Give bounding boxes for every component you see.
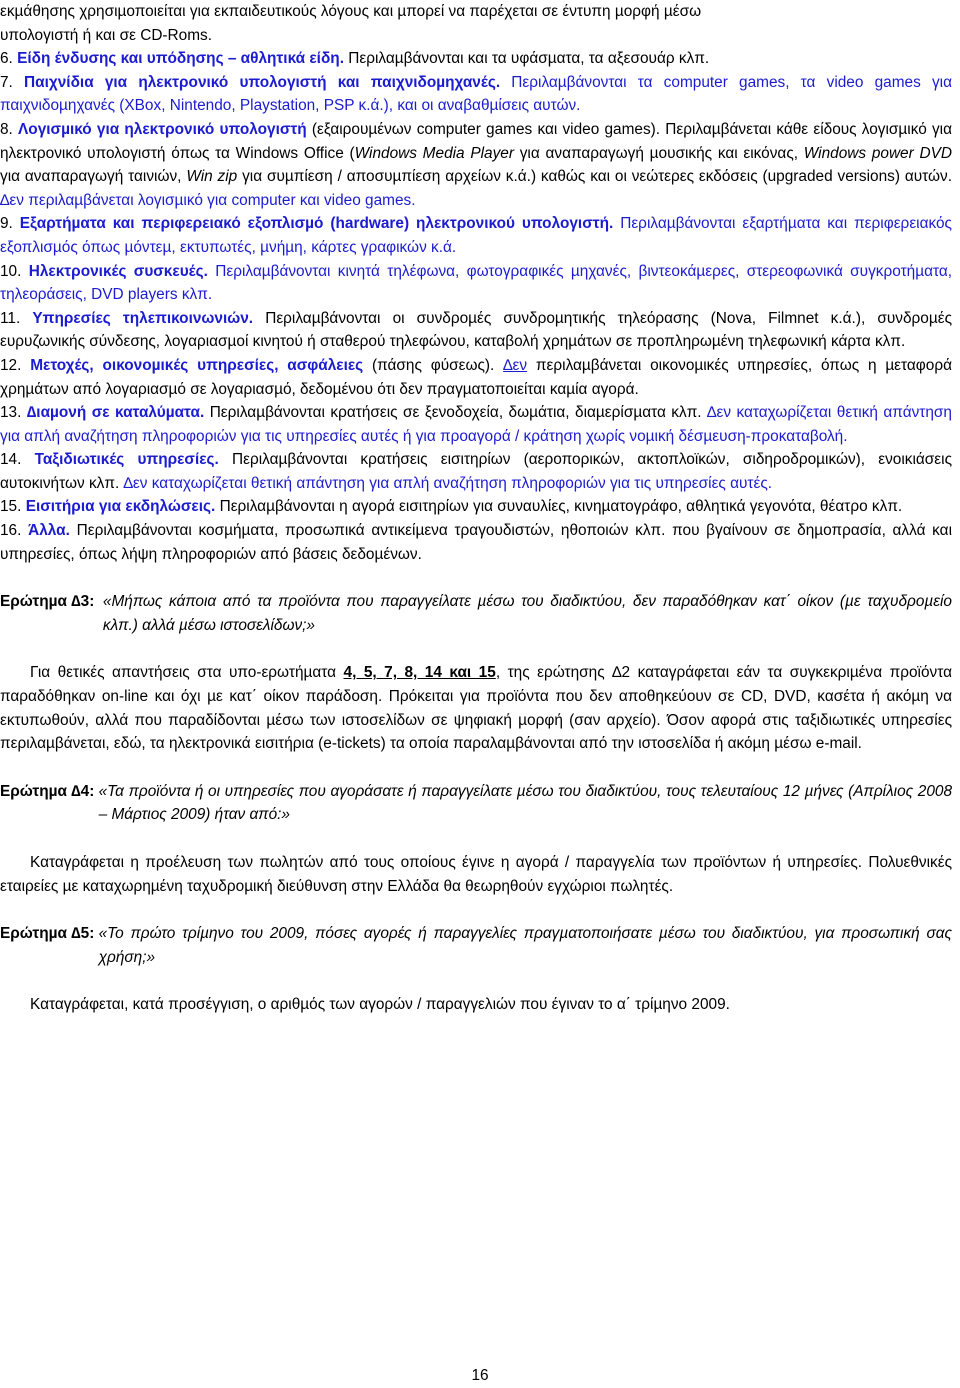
- list-item-13: [0, 401, 952, 448]
- question-d5: [0, 922, 952, 969]
- item-emphasis: Windows Media Player: [354, 144, 514, 162]
- question-text: «Μήπως κάποια από τα προϊόντα που παραγγείλατε µέσω του διαδικτύου, δεν παραδόθηκαν κατ΄ οίκον (µε ταχυδροµείο κλπ.) αλλά µέσω ιστοσελίδων;»: [102, 593, 952, 634]
- list-item-15: [0, 495, 952, 519]
- item-title: Εισιτήρια για εκδηλώσεις.: [25, 498, 216, 516]
- question-text: «Τα προϊόντα ή οι υπηρεσίες που αγοράσατε ή παραγγείλατε µέσω του διαδικτύου, τους τελευταίους 12 µήνες (Απρίλιος 2008 – Μάρτιος 2009) ήταν από:»: [98, 782, 952, 824]
- item-text: Περιλαµβάνονται και τα υφάσµατα, τα αξεσουάρ κλπ.: [343, 50, 710, 68]
- item-text: Περιλαµβάνονται οι συνδροµές συνδροµητικής τηλεόρασης (Nova, Filmnet κ.ά.), συνδροµές ευρυζωνικής σύνδεσης, λογαριασµοί κινητού ή σταθερού τηλεφώνου, καταβολή χρηµάτων σε προπληρωµένη τηλεφωνική κάρτα κλπ.: [0, 309, 952, 351]
- item-text: Περιλαµβάνονται κινητά τηλέφωνα, φωτογραφικές µηχανές, βιντεοκάµερες, στερεοφωνικά συγκροτήµατα, τηλεοράσεις, DVD players κλπ.: [0, 262, 953, 304]
- item-number: 6.: [0, 50, 13, 68]
- item-number: 10.: [0, 262, 22, 280]
- item-text: Περιλαµβάνονται εξαρτήµατα και περιφερειακός εξοπλισµός όπως µόντεµ, εκτυπωτές, µνήµη, κάρτες γραφικών κ.ά.: [0, 215, 952, 256]
- answer-text: Καταγράφεται η προέλευση των πωλητών από τους οποίους έγινε η αγορά / παραγγελία των προϊόντων ή υπηρεσίες. Πολυεθνικές εταιρείες µε καταχωρηµένη ταχυδροµική διεύθυνση στην Ελλάδα θα θεωρηθούν εγχώριοι πωλητές.: [0, 854, 952, 895]
- item-title: Παιχνίδια για ηλεκτρονικό υπολογιστή και παιχνιδοµηχανές.: [24, 73, 501, 91]
- item-text: Περιλαµβάνονται η αγορά εισιτηρίων για συναυλίες, κινηµατογράφο, αθλητικά γεγονότα, θέατρο κλπ.: [215, 498, 903, 516]
- item-title: Ηλεκτρονικές συσκευές.: [28, 262, 208, 280]
- item-number: 16.: [0, 522, 22, 540]
- item-title: ∆ιαµονή σε καταλύµατα.: [26, 404, 205, 422]
- answer-underlined: 4, 5, 7, 8, 14 και 15: [343, 664, 496, 682]
- spacer: [0, 969, 952, 993]
- spacer: [0, 566, 952, 590]
- answer-d4: [0, 851, 952, 898]
- item-text: περιλαµβάνεται οικονοµικές υπηρεσίες, όπως η µεταφορά χρηµάτων από λογαριασµό σε λογαριασµό, δεδοµένου ότι δεν πραγµατοποιείται καµία αγορά.: [0, 356, 952, 398]
- item-underlined: ∆εν: [503, 356, 528, 374]
- list-item-16: [0, 519, 952, 566]
- question-label: Ερώτηµα ∆5:: [0, 925, 99, 943]
- question-label: Ερώτηµα ∆4:: [0, 782, 99, 800]
- item-emphasis: Windows power DVD: [803, 144, 952, 162]
- item-number: 13.: [0, 404, 22, 422]
- item-number: 15.: [0, 498, 22, 516]
- item-number: 7.: [0, 73, 13, 91]
- answer-d5: [0, 993, 952, 1017]
- question-text: «Το πρώτο τρίµηνο του 2009, πόσες αγορές ή παραγγελίες πραγµατοποιήσατε µέσω του διαδικτύου, για προσωπική σας χρήση;»: [98, 925, 952, 966]
- item-number: 12.: [0, 356, 22, 374]
- intro-line-1: εκµάθησης χρησιµοποιείται για εκπαιδευτικούς λόγους και µπορεί να παρέχεται σε έντυπη µορφή µέσω: [0, 3, 702, 20]
- answer-text: Για θετικές απαντήσεις στα υπο-ερωτήµατα: [30, 664, 344, 682]
- spacer: [0, 637, 952, 661]
- list-item-8: [0, 118, 952, 212]
- list-item-7: [0, 71, 952, 118]
- page-number: 16: [471, 1367, 489, 1384]
- item-text: Περιλαµβάνονται κρατήσεις εισιτηρίων (αεροπορικών, ακτοπλοϊκών, σιδηροδροµικών), ενοικιάσεις αυτοκινήτων κλπ.: [0, 451, 952, 492]
- item-number: 9.: [0, 215, 13, 233]
- list-item-14: [0, 448, 952, 495]
- list-item-9: [0, 212, 952, 259]
- question-d4: [0, 780, 952, 827]
- item-title: Υπηρεσίες τηλεπικοινωνιών.: [32, 309, 254, 327]
- list-item-11: [0, 307, 952, 354]
- item-number: 8.: [0, 120, 13, 138]
- spacer: [0, 898, 952, 922]
- item-title: Εξαρτήµατα και περιφερειακό εξοπλισµό (hardware) ηλεκτρονικού υπολογιστή.: [19, 215, 614, 233]
- item-text: για αναπαραγωγή ταινιών,: [0, 168, 187, 186]
- item-number: 11.: [0, 309, 21, 327]
- spacer: [0, 827, 952, 851]
- intro-line-2: υπολογιστή ή και σε CD-Roms.: [0, 26, 213, 44]
- intro-paragraph: [0, 0, 952, 47]
- question-d3: [0, 590, 952, 637]
- item-note: ∆εν καταχωρίζεται θετική απάντηση για απλή αναζήτηση πληροφοριών για τις υπηρεσίες αυτές.: [123, 474, 773, 492]
- item-text: (εξαιρουµένων computer games και video games). Περιλαµβάνεται κάθε είδους λογισµικό για ηλεκτρονικό υπολογιστή όπως τα Windows Office (: [0, 120, 952, 162]
- spacer: [0, 756, 952, 780]
- item-number: 14.: [0, 451, 22, 469]
- item-emphasis: Win zip: [186, 168, 238, 186]
- list-item-6: [0, 47, 952, 71]
- item-text: Περιλαµβάνονται κοσµήµατα, προσωπικά αντικείµενα τραγουδιστών, ηθοποιών κλπ. που βγαίνουν σε δηµοπρασία, αλλά και υπηρεσίες, όπως λήψη πληροφοριών από βάσεις δεδοµένων.: [0, 522, 952, 563]
- list-item-12: [0, 354, 952, 401]
- question-label: Ερώτηµα ∆3:: [0, 593, 103, 611]
- answer-d3: [0, 661, 952, 755]
- item-title: Λογισµικό για ηλεκτρονικό υπολογιστή: [18, 120, 307, 138]
- answer-text: , της ερώτησης ∆2 καταγράφεται εάν τα συγκεκριµένα προϊόντα παραδόθηκαν on-line και όχι µε κατ΄ οίκον παράδοση. Πρόκειται για προϊόντα που δεν αποθηκεύουν σε CD, DVD, κασέτα ή ακόµη να εκτυπωθούν, αλλά που παραδίδονται µέσω των ιστοσελίδων σε ψηφιακή µορφή (σαν αρχείο). Όσον αφορά στις ταξιδιωτικές υπηρεσίες περιλαµβάνεται, εδώ, τα ηλεκτρονικά εισιτήρια (e-tickets) τα οποία παραλαµβάνονται από την ιστοσελίδα ή ακόµη µέσω e-mail.: [0, 664, 952, 753]
- list-item-10: [0, 260, 952, 307]
- item-title: Ταξιδιωτικές υπηρεσίες.: [34, 451, 219, 469]
- answer-text: Καταγράφεται, κατά προσέγγιση, ο αριθµός των αγορών / παραγγελιών που έγιναν το α΄ τρίµηνο 2009.: [30, 996, 730, 1014]
- item-title: Μετοχές, οικονοµικές υπηρεσίες, ασφάλειες: [30, 356, 364, 374]
- item-text: (πάσης φύσεως).: [363, 356, 504, 374]
- item-note: ∆εν καταχωρίζεται θετική απάντηση για απλή αναζήτηση πληροφοριών για τις υπηρεσίες αυτές ή για προαγορά / κράτηση χωρίς νοµική δέσµευση-προκαταβολή.: [0, 404, 952, 445]
- item-text: Περιλαµβάνονται τα computer games, τα video games για παιχνιδοµηχανές (XBox, Nintendo, Playstation, PSP κ.ά.), και οι αναβαθµίσεις αυτών.: [0, 73, 953, 115]
- item-title: Άλλα.: [28, 522, 70, 540]
- item-title: Είδη ένδυσης και υπόδησης – αθλητικά είδη.: [17, 50, 344, 68]
- item-text: για αναπαραγωγή µουσικής και εικόνας,: [513, 144, 804, 162]
- item-note: ∆εν περιλαµβάνεται λογισµικό για computer και video games.: [0, 191, 416, 209]
- item-text: Περιλαµβάνονται κρατήσεις σε ξενοδοχεία, δωµάτια, διαµερίσµατα κλπ.: [204, 404, 708, 422]
- item-text: για συµπίεση / αποσυµπίεση αρχείων κ.ά.) καθώς και οι νεώτερες εκδόσεις (upgraded versions) αυτών.: [237, 168, 952, 186]
